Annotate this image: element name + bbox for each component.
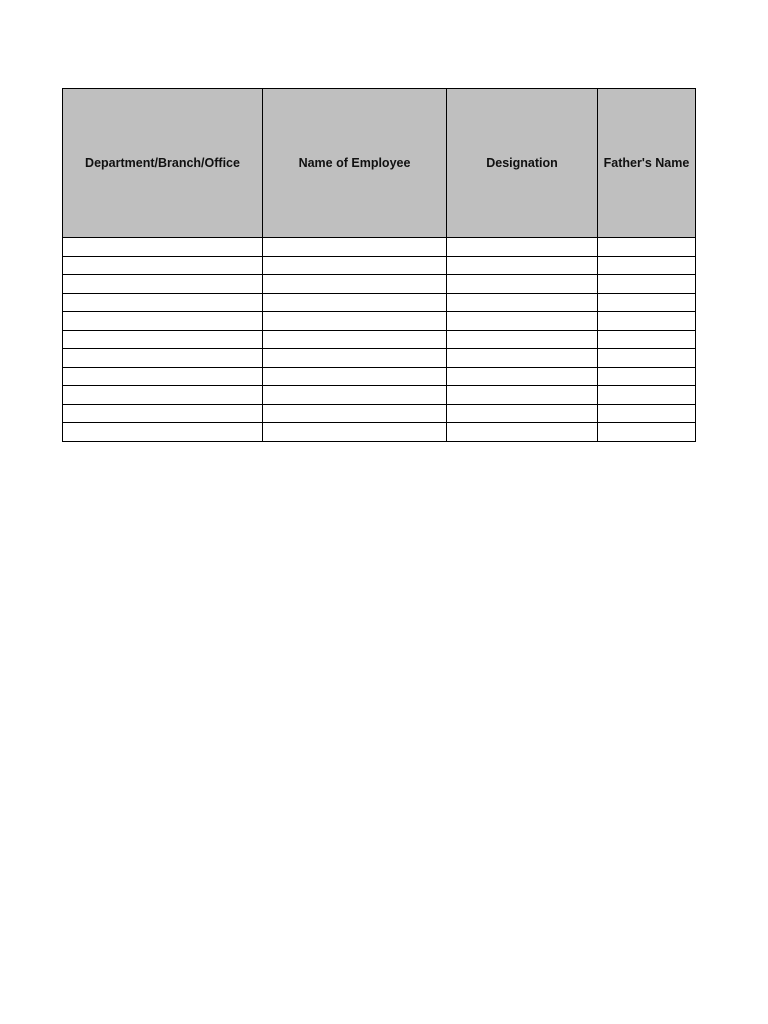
fathers-name-cell[interactable] — [598, 367, 696, 386]
department-cell[interactable] — [63, 404, 263, 423]
employee-name-cell[interactable] — [263, 330, 447, 349]
table-row — [63, 312, 696, 331]
employee-name-cell[interactable] — [263, 349, 447, 368]
header-fathers-name: Father's Name — [598, 89, 696, 238]
employee-table — [62, 88, 696, 442]
fathers-name-cell[interactable] — [598, 423, 696, 442]
employee-name-cell[interactable] — [263, 275, 447, 294]
employee-name-cell[interactable] — [263, 386, 447, 405]
designation-cell[interactable] — [447, 386, 598, 405]
fathers-name-cell[interactable] — [598, 238, 696, 257]
fathers-name-cell[interactable] — [598, 312, 696, 331]
fathers-name-cell[interactable] — [598, 275, 696, 294]
table-row — [63, 256, 696, 275]
fathers-name-cell[interactable] — [598, 386, 696, 405]
department-cell[interactable] — [63, 256, 263, 275]
department-cell[interactable] — [63, 293, 263, 312]
fathers-name-cell[interactable] — [598, 256, 696, 275]
fathers-name-cell[interactable] — [598, 404, 696, 423]
employee-name-cell[interactable] — [263, 312, 447, 331]
department-cell[interactable] — [63, 367, 263, 386]
designation-cell[interactable] — [447, 293, 598, 312]
department-cell[interactable] — [63, 423, 263, 442]
employee-name-cell[interactable] — [263, 256, 447, 275]
fathers-name-cell[interactable] — [598, 349, 696, 368]
employee-name-cell[interactable] — [263, 404, 447, 423]
department-cell[interactable] — [63, 349, 263, 368]
department-cell[interactable] — [63, 312, 263, 331]
table-row — [63, 367, 696, 386]
table-row — [63, 404, 696, 423]
department-cell[interactable] — [63, 386, 263, 405]
department-cell[interactable] — [63, 275, 263, 294]
employee-name-cell[interactable] — [263, 423, 447, 442]
header-department: Department/Branch/Office — [63, 89, 263, 238]
table-row — [63, 423, 696, 442]
designation-cell[interactable] — [447, 312, 598, 331]
header-row — [63, 89, 696, 238]
table-body — [63, 238, 696, 442]
table-row — [63, 275, 696, 294]
employee-name-cell[interactable] — [263, 293, 447, 312]
designation-cell[interactable] — [447, 238, 598, 257]
table-row — [63, 349, 696, 368]
table-row — [63, 330, 696, 349]
fathers-name-cell[interactable] — [598, 293, 696, 312]
designation-cell[interactable] — [447, 275, 598, 294]
designation-cell[interactable] — [447, 423, 598, 442]
designation-cell[interactable] — [447, 404, 598, 423]
department-cell[interactable] — [63, 238, 263, 257]
designation-cell[interactable] — [447, 330, 598, 349]
table-row — [63, 238, 696, 257]
employee-name-cell[interactable] — [263, 367, 447, 386]
designation-cell[interactable] — [447, 256, 598, 275]
header-designation: Designation — [447, 89, 598, 238]
designation-cell[interactable] — [447, 367, 598, 386]
department-cell[interactable] — [63, 330, 263, 349]
employee-name-cell[interactable] — [263, 238, 447, 257]
table-row — [63, 386, 696, 405]
designation-cell[interactable] — [447, 349, 598, 368]
fathers-name-cell[interactable] — [598, 330, 696, 349]
header-employee-name: Name of Employee — [263, 89, 447, 238]
table-row — [63, 293, 696, 312]
